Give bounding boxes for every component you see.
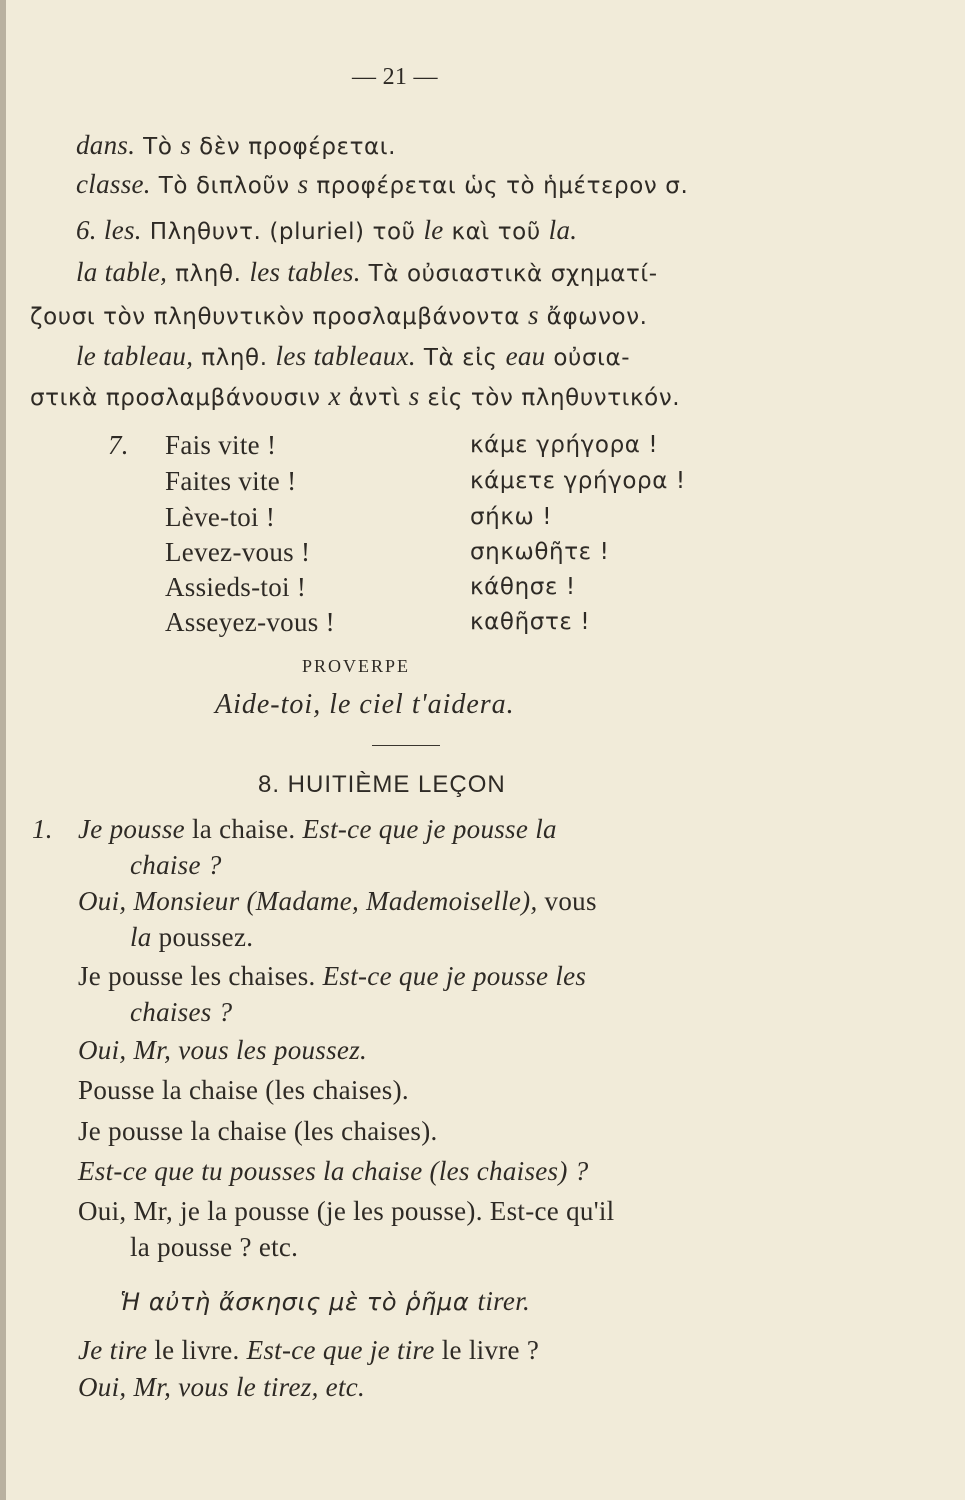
exercise-gr: σήκω ! bbox=[470, 504, 553, 530]
fr-term: dans. bbox=[76, 130, 136, 160]
lesson-line-15: Oui, Mr, vous le tirez, etc. bbox=[78, 1372, 366, 1402]
greek-text: στικὰ προσλαμβάνουσιν bbox=[30, 385, 329, 411]
grammar-line-6 bbox=[76, 339, 630, 375]
fr-term: le tableau, bbox=[76, 341, 194, 371]
lesson-line-6: chaises ? bbox=[130, 997, 233, 1027]
exercise-gr: κάμε γρήγορα ! bbox=[470, 432, 659, 458]
greek-text: δὲν προφέρεται. bbox=[191, 134, 397, 160]
grammar-line-2 bbox=[76, 167, 688, 203]
exercise-fr: Fais vite ! bbox=[165, 430, 277, 460]
lesson-line-4 bbox=[130, 920, 253, 954]
fr-roman: poussez. bbox=[151, 922, 254, 952]
lesson-line-12: la pousse ? etc. bbox=[130, 1232, 299, 1262]
greek-text: Τὰ εἰς bbox=[415, 345, 506, 371]
greek-text: ἀντὶ bbox=[340, 385, 409, 411]
grammar-line-7 bbox=[30, 379, 680, 415]
proverb-label: PROVERPE bbox=[302, 656, 411, 676]
lesson-line-9: Je pousse la chaise (les chaises). bbox=[78, 1116, 438, 1146]
lesson-line-13 bbox=[120, 1284, 530, 1319]
fr-term: s bbox=[297, 169, 309, 199]
fr-italic: Est-ce que je pousse la bbox=[302, 814, 557, 844]
fr-term: x bbox=[328, 381, 341, 411]
fr-term: s bbox=[527, 300, 539, 330]
fr-roman: Je pousse les chaises. bbox=[78, 961, 323, 991]
lesson-title: 8. HUITIÈME LEÇON bbox=[258, 771, 506, 798]
grammar-line-5 bbox=[30, 298, 648, 334]
exercise-gr: καθῆστε ! bbox=[470, 609, 591, 635]
proverb-text: Aide-toi, le ciel t'aidera. bbox=[215, 689, 515, 720]
lesson-line-11: Oui, Mr, je la pousse (je les pousse). Est-ce qu'il bbox=[78, 1196, 615, 1226]
greek-text: οὐσια- bbox=[545, 345, 631, 371]
page-edge bbox=[0, 0, 6, 1500]
exercise-fr: Faites vite ! bbox=[165, 466, 297, 496]
fr-term: classe. bbox=[76, 169, 151, 199]
fr-term: les tables. bbox=[249, 257, 361, 287]
grammar-line-1 bbox=[76, 128, 396, 164]
greek-text: καὶ τοῦ bbox=[443, 219, 549, 245]
lesson-line-8: Pousse la chaise (les chaises). bbox=[78, 1075, 409, 1105]
lesson-line-5 bbox=[78, 959, 586, 993]
fr-italic: Oui, Monsieur (Madame, Mademoiselle), bbox=[78, 886, 538, 916]
exercise-gr: σηκωθῆτε ! bbox=[470, 539, 610, 565]
fr-roman: le livre ? bbox=[434, 1335, 540, 1365]
fr-italic: Je pousse bbox=[78, 814, 185, 844]
lesson-line-10: Est-ce que tu pousses la chaise (les chaises) ? bbox=[78, 1156, 589, 1186]
greek-text: προφέρεται ὡς τὸ ἡμέτερον σ. bbox=[308, 173, 689, 199]
exercise-gr: κάμετε γρήγορα ! bbox=[470, 468, 686, 494]
exercise-number: 7. bbox=[108, 430, 129, 460]
fr-term: eau bbox=[505, 341, 546, 371]
greek-text: ἄφωνον. bbox=[538, 304, 648, 330]
fr-italic: la bbox=[130, 922, 152, 952]
fr-roman: le livre. bbox=[147, 1335, 247, 1365]
greek-text: πληθ. bbox=[193, 345, 276, 371]
greek-text: ζουσι τὸν πληθυντικὸν προσλαμβάνοντα bbox=[30, 304, 528, 330]
line-number: 1. bbox=[32, 814, 53, 844]
fr-term: 6. les. bbox=[76, 215, 142, 245]
lesson-line-14 bbox=[78, 1333, 539, 1367]
fr-italic: Je tire bbox=[78, 1335, 148, 1365]
lesson-line-7: Oui, Mr, vous les poussez. bbox=[78, 1035, 368, 1065]
fr-term: la table, bbox=[76, 257, 168, 287]
exercise-fr: Lève-toi ! bbox=[165, 502, 276, 532]
greek-text: Τὰ οὐσιαστικὰ σχηματί- bbox=[360, 261, 658, 287]
fr-italic: Est-ce que je pousse les bbox=[322, 961, 587, 991]
lesson-line-3 bbox=[78, 884, 597, 918]
lesson-line-1 bbox=[32, 812, 557, 846]
greek-italic: Ἡ αὐτὴ ἄσκησις μὲ τὸ ῥῆμα bbox=[120, 1288, 478, 1316]
fr-italic: Est-ce que je tire bbox=[246, 1335, 435, 1365]
fr-term: le bbox=[423, 215, 444, 245]
greek-text: Τὸ διπλοῦν bbox=[150, 173, 298, 199]
exercise-fr: Assieds-toi ! bbox=[165, 572, 307, 602]
fr-roman: la chaise. bbox=[184, 814, 303, 844]
fr-roman: vous bbox=[537, 886, 597, 916]
exercise-fr: Asseyez-vous ! bbox=[165, 607, 335, 637]
greek-text: Τὸ bbox=[135, 134, 181, 160]
lesson-line-2: chaise ? bbox=[130, 850, 222, 880]
grammar-line-3 bbox=[76, 213, 577, 249]
fr-term: s bbox=[180, 130, 192, 160]
fr-italic: tirer. bbox=[477, 1286, 531, 1316]
section-divider bbox=[372, 745, 440, 746]
fr-term: les tableaux. bbox=[275, 341, 416, 371]
grammar-line-4 bbox=[76, 255, 658, 291]
exercise-gr: κάθησε ! bbox=[470, 574, 576, 600]
page-number: — 21 — bbox=[352, 64, 438, 90]
fr-term: la. bbox=[548, 215, 578, 245]
exercise-fr: Levez-vous ! bbox=[165, 537, 311, 567]
greek-text: Πληθυντ. (pluriel) τοῦ bbox=[141, 219, 424, 245]
greek-text: πληθ. bbox=[167, 261, 250, 287]
fr-term: s bbox=[408, 381, 420, 411]
greek-text: εἰς τὸν πληθυντικόν. bbox=[419, 385, 681, 411]
